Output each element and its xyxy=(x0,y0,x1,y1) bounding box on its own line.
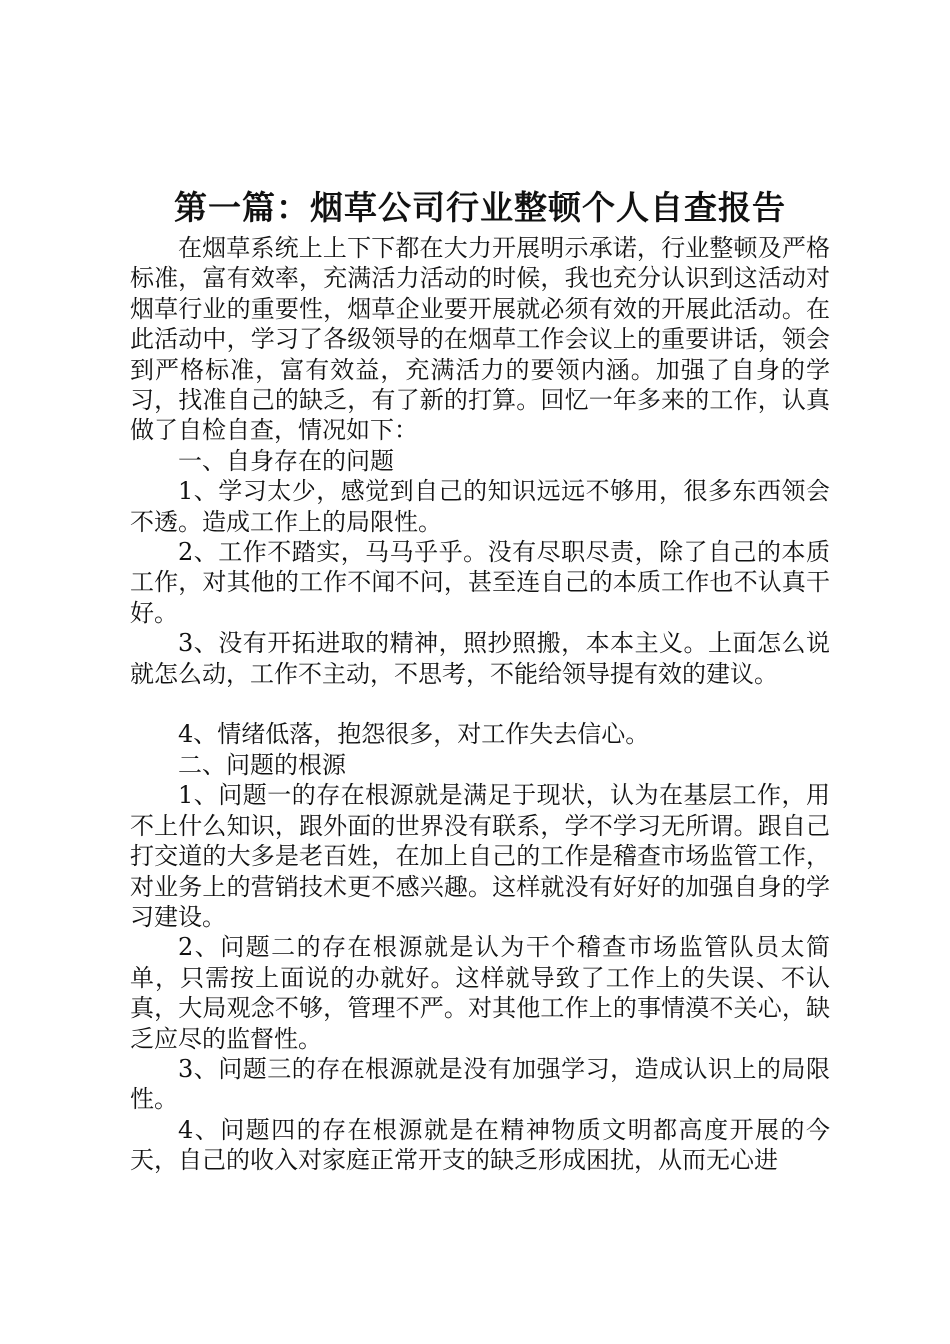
paragraph-problem-3: 3、没有开拓进取的精神，照抄照搬，本本主义。上面怎么说就怎么动，工作不主动，不思考，不能给领导提有效的建议。 xyxy=(130,629,830,688)
paragraph-cause-3: 3、问题三的存在根源就是没有加强学习，造成认识上的局限性。 xyxy=(130,1054,830,1114)
document-page xyxy=(130,186,830,1176)
blank-line xyxy=(130,689,830,719)
paragraph-cause-2: 2、问题二的存在根源就是认为干个稽查市场监管队员太简单，只需按上面说的办就好。这样就导致了工作上的失误、不认真，大局观念不够，管理不严。对其他工作上的事情漠不关心，缺乏应尽的监督性。 xyxy=(130,933,830,1053)
paragraph-cause-4: 4、问题四的存在根源就是在精神物质文明都高度开展的今天，自己的收入对家庭正常开支的缺乏形成困扰，从而无心进 xyxy=(130,1115,830,1175)
document-body xyxy=(130,233,830,1176)
paragraph-intro: 在烟草系统上上下下都在大力开展明示承诺，行业整顿及严格标准，富有效率，充满活力活动的时候，我也充分认识到这活动对烟草行业的重要性，烟草企业要开展就必须有效的开展此活动。在此活动中，学习了各级领导的在烟草工作会议上的重要讲话，领会到严格标准，富有效益，充满活力的要领内涵。加强了自身的学习，找准自己的缺乏，有了新的打算。回忆一年多来的工作，认真做了自检自查，情况如下： xyxy=(130,234,830,445)
document-title: 第一篇：烟草公司行业整顿个人自查报告 xyxy=(174,188,786,227)
paragraph-problem-4: 4、情绪低落，抱怨很多，对工作失去信心。 xyxy=(178,720,650,749)
paragraph-cause-1: 1、问题一的存在根源就是满足于现状，认为在基层工作，用不上什么知识，跟外面的世界没有联系，学不学习无所谓。跟自己打交道的大多是老百姓，在加上自己的工作是稽查市场监管工作，对业务上的营销技术更不感兴趣。这样就没有好好的加强自身的学习建设。 xyxy=(130,781,830,931)
paragraph-problem-2: 2、工作不踏实，马马乎乎。没有尽职尽责，除了自己的本质工作，对其他的工作不闻不问，甚至连自己的本质工作也不认真干好。 xyxy=(130,538,830,627)
paragraph-problem-1: 1、学习太少，感觉到自己的知识远远不够用，很多东西领会不透。造成工作上的局限性。 xyxy=(130,477,830,536)
section-heading-problems: 一、自身存在的问题 xyxy=(178,446,394,475)
section-heading-root-causes: 二、问题的根源 xyxy=(178,750,346,779)
